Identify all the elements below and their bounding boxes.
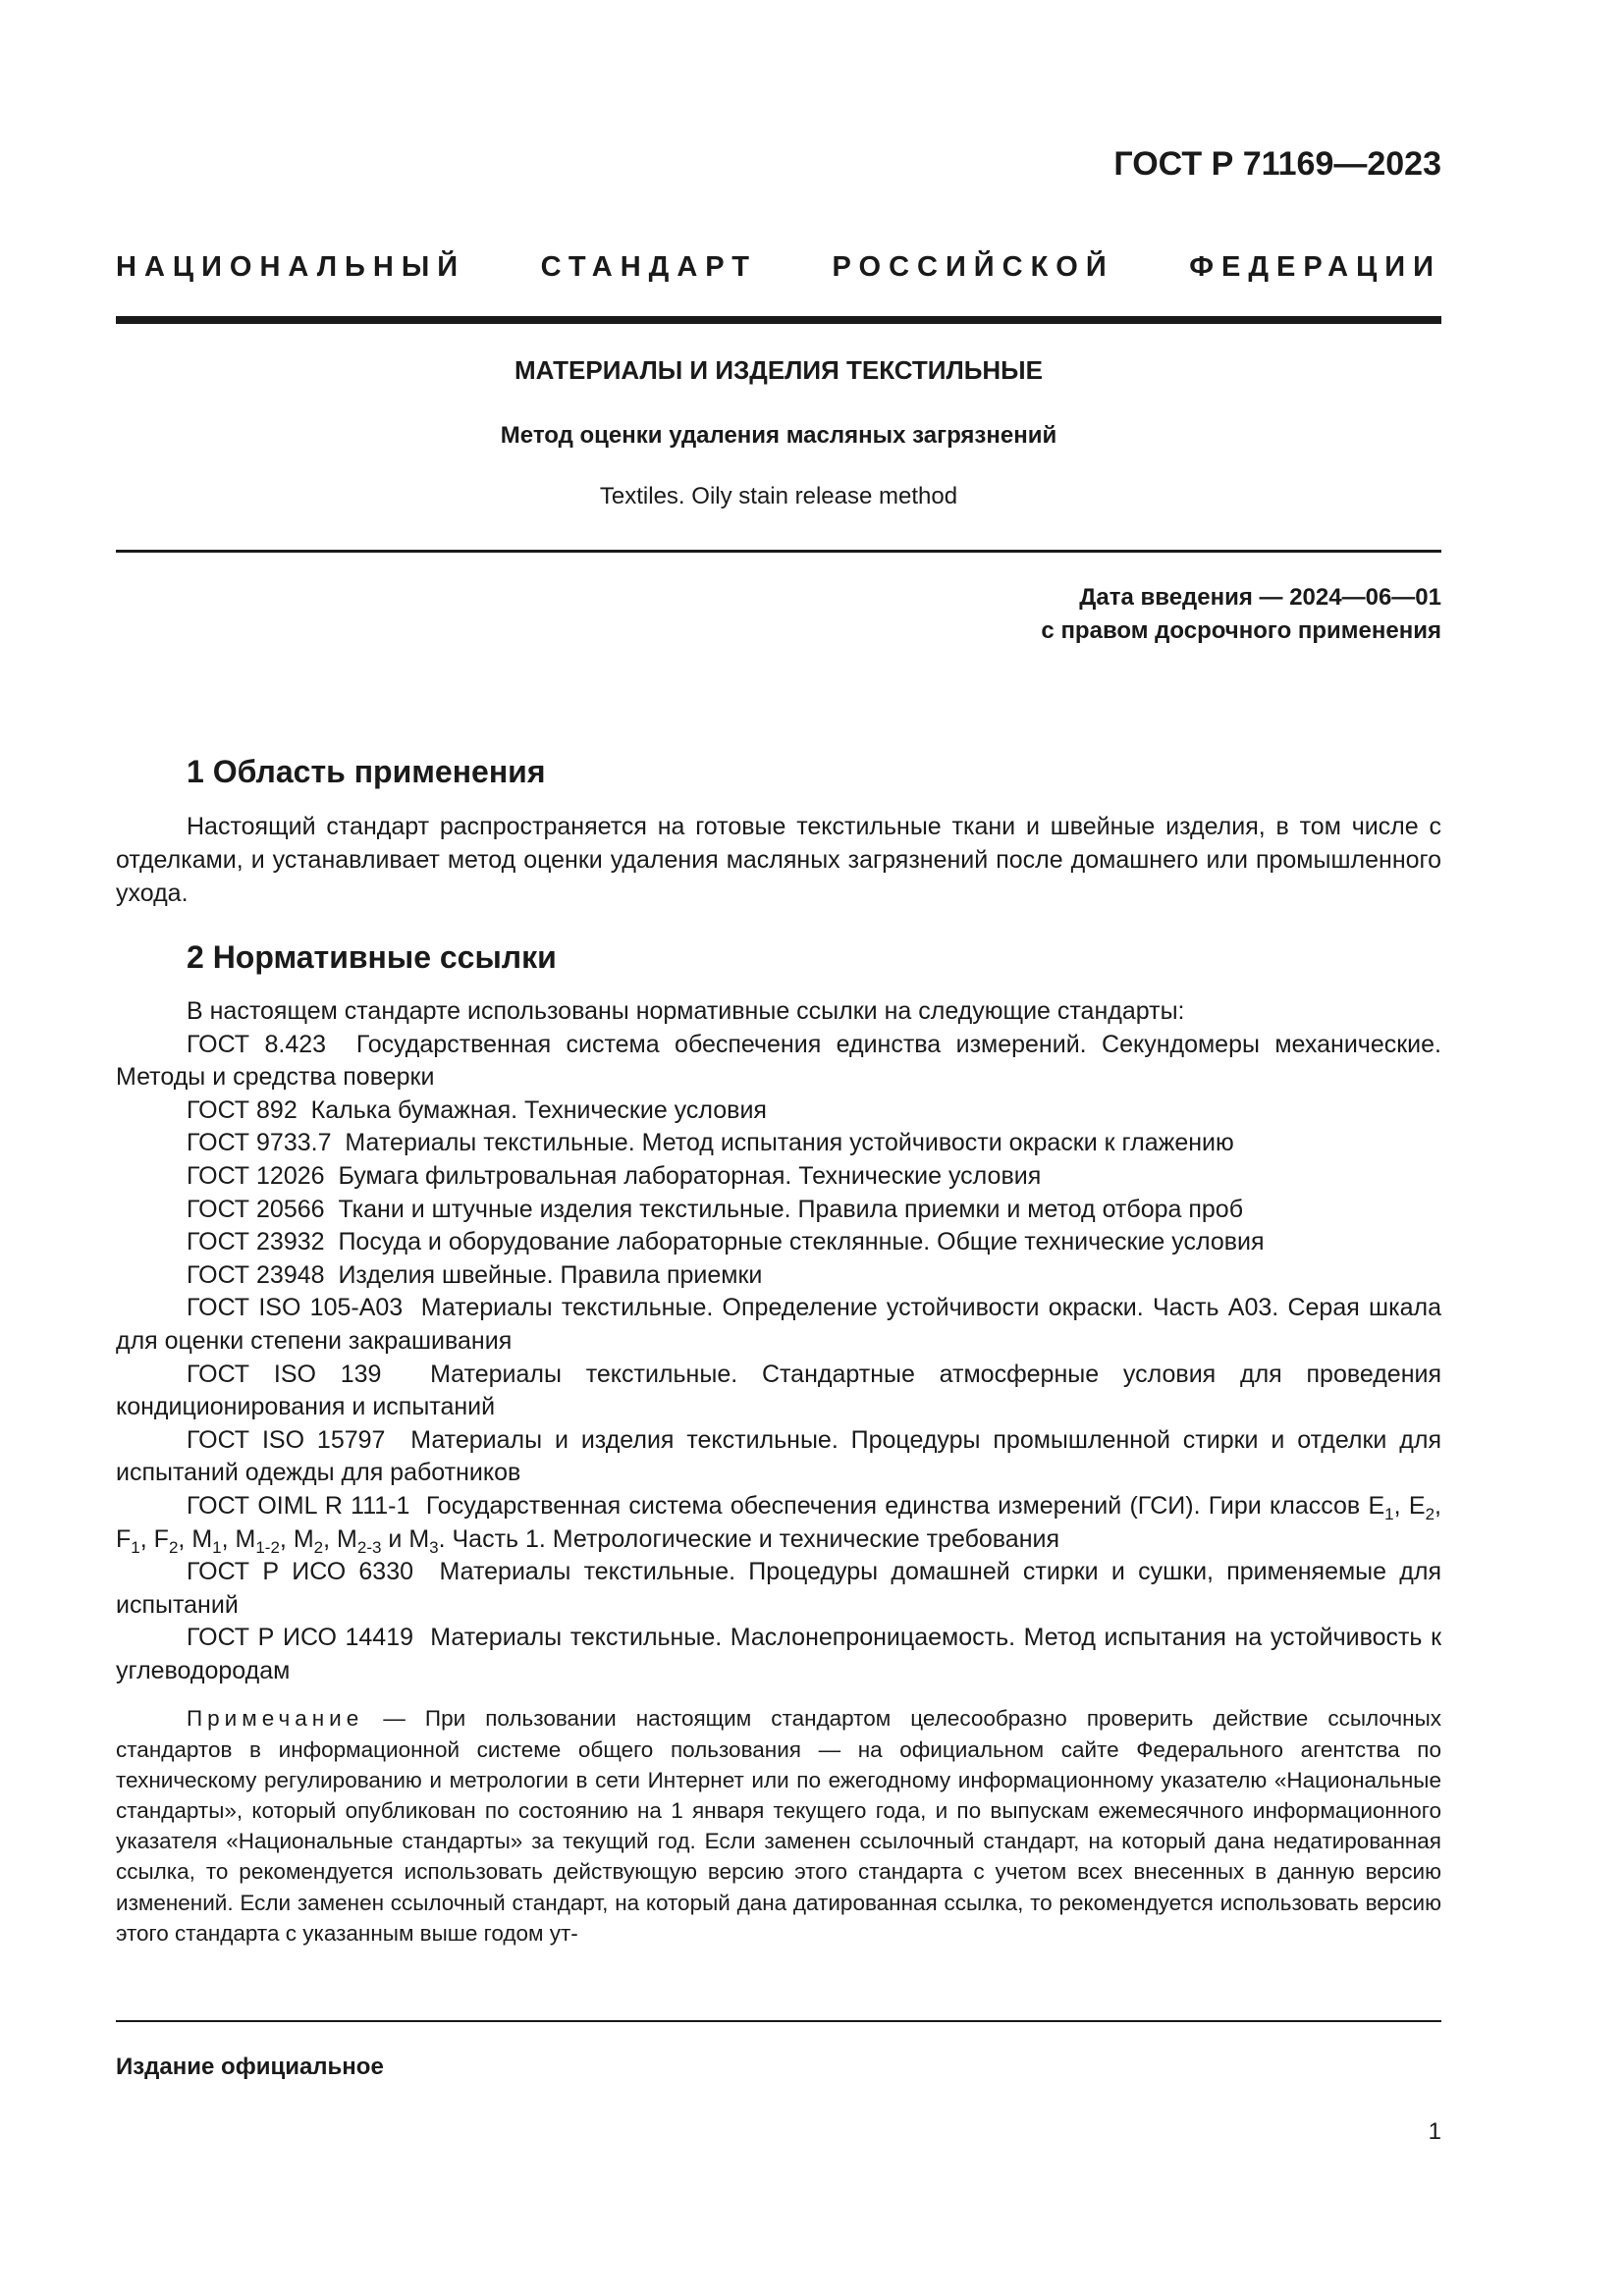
reference-code: ГОСТ Р ИСО 14419: [187, 1624, 414, 1652]
reference-title: Калька бумажная. Технические условия: [310, 1095, 767, 1124]
gost-number: ГОСТ Р 71169—2023: [1113, 145, 1441, 183]
weight-class: $M_{1-2}$: [235, 1524, 280, 1557]
reference-item-oiml: [116, 1490, 1441, 1556]
reference-title: Материалы текстильные. Определение устойчивости окраски. Часть А03. Серая шкала для оценки степени закрашивания: [116, 1294, 1441, 1355]
reference-title: Бумага фильтровальная лабораторная. Технические условия: [338, 1161, 1042, 1190]
reference-title-end: . Часть 1. Метрологические и технические требования: [438, 1524, 1060, 1553]
weight-class: $M_2$: [293, 1524, 324, 1557]
weight-classes-list: $E_1$, $E_2$, $F_1$, $F_2$, $M_1$, $M_{1-2}$, $M_2$, $M_{2-3}$ и $M_3$: [116, 1491, 1441, 1557]
references-note: [116, 1703, 1441, 1949]
reference-code: ГОСТ ISO 105-A03: [187, 1294, 404, 1322]
document-subtitle: Метод оценки удаления масляных загрязнений: [500, 422, 1057, 449]
reference-code: ГОСТ ISO 139: [187, 1360, 382, 1388]
early-application-note: с правом досрочного применения: [1041, 617, 1441, 644]
reference-code: ГОСТ Р ИСО 6330: [187, 1558, 414, 1586]
section-1-text: Настоящий стандарт распространяется на готовые текстильные ткани и швейные изделия, в том числе с отделками, и устанавливает метод оценки удаления масляных загрязнений после домашнего или промышленного ухода.: [116, 813, 1441, 907]
reference-code: ГОСТ ISO 15797: [187, 1425, 386, 1454]
national-standard-banner: НАЦИОНАЛЬНЫЙ СТАНДАРТ РОССИЙСКОЙ ФЕДЕРАЦИИ: [116, 251, 1441, 283]
reference-item: [116, 1292, 1441, 1358]
reference-title: Материалы текстильные. Стандартные атмосферные условия для проведения кондиционирования и испытаний: [116, 1360, 1441, 1421]
reference-title: Государственная система обеспечения единства измерений. Секундомеры механические. Методы и средства поверки: [116, 1030, 1441, 1092]
reference-title: Материалы текстильные. Маслонепроницаемость. Метод испытания на устойчивость к углеводородам: [116, 1624, 1442, 1684]
reference-item: [116, 1160, 1441, 1194]
reference-item: [116, 1259, 1441, 1293]
document-title-english: Textiles. Oily stain release method: [599, 483, 958, 509]
official-edition-label: Издание официальное: [116, 2054, 384, 2080]
reference-item: [116, 1029, 1441, 1095]
reference-item: [116, 1226, 1441, 1259]
reference-item: [116, 1194, 1441, 1227]
document-body: [116, 754, 1441, 1949]
reference-title: Материалы текстильные. Метод испытания устойчивости окраски к глажению: [345, 1129, 1234, 1157]
reference-code: ГОСТ 892: [187, 1095, 298, 1124]
reference-code: ГОСТ 8.423: [187, 1030, 327, 1058]
introduction-date: Дата введения — 2024—06—01: [1079, 584, 1441, 611]
reference-title: Материалы текстильные. Процедуры домашней стирки и сушки, применяемые для испытаний: [116, 1558, 1441, 1619]
header-thick-rule: [116, 316, 1441, 324]
weight-class: $M_1$: [191, 1524, 222, 1557]
reference-item: [116, 1127, 1441, 1160]
section-1-heading: 1 Область применения: [187, 754, 546, 789]
footer-rule: [116, 2020, 1441, 2022]
reference-title: Ткани и штучные изделия текстильные. Правила приемки и метод отбора проб: [338, 1195, 1244, 1223]
reference-title: Изделия швейные. Правила приемки: [338, 1260, 763, 1289]
reference-code: ГОСТ 23948: [187, 1260, 325, 1289]
section-2-heading: 2 Нормативные ссылки: [187, 939, 557, 975]
document-title: МАТЕРИАЛЫ И ИЗДЕЛИЯ ТЕКСТИЛЬНЫЕ: [514, 355, 1043, 385]
reference-item: [116, 1095, 1441, 1128]
introduction-date-block: [754, 581, 1441, 648]
reference-title: Государственная система обеспечения единства измерений (ГСИ). Гири классов: [425, 1491, 1361, 1520]
weight-class: $E_1$: [1368, 1491, 1394, 1523]
reference-code: ГОСТ 12026: [187, 1161, 325, 1190]
reference-code: ГОСТ 9733.7: [187, 1129, 332, 1157]
note-label: Примечание: [187, 1706, 364, 1732]
weight-class: $M_{2-3}$: [337, 1524, 382, 1557]
weight-class: $E_2$: [1408, 1491, 1435, 1523]
weight-class: $F_1$: [116, 1524, 140, 1557]
reference-item: [116, 1622, 1441, 1687]
title-thin-rule: [116, 550, 1441, 553]
reference-item: [116, 1359, 1441, 1424]
page-number: 1: [1428, 2118, 1441, 2145]
references-lead: В настоящем стандарте использованы нормативные ссылки на следующие стандарты:: [187, 997, 1185, 1025]
reference-code: ГОСТ 23932: [187, 1228, 325, 1256]
reference-title: Посуда и оборудование лабораторные стеклянные. Общие технические условия: [338, 1228, 1265, 1256]
weight-class: $F_2$: [153, 1524, 179, 1557]
reference-item: [116, 1556, 1441, 1622]
reference-title: Материалы и изделия текстильные. Процедуры промышленной стирки и отделки для испытаний одежды для работников: [116, 1425, 1441, 1487]
weight-class: $M_3$: [408, 1524, 439, 1557]
reference-item: [116, 1424, 1441, 1490]
note-text: — При пользовании настоящим стандартом целесообразно проверить действие ссылочных стандартов в информационной системе общего пользования — на официальном сайте Федерального агентства по техническому регулированию и метрологии в сети Интернет или по ежегодному информационному указателю «Национальные стандарты», который опубликован по состоянию на 1 января текущего года, и по выпускам ежемесячного информационного указателя «Национальные стандарты» за текущий год. Если заменен ссылочный стандарт, на который дана недатированная ссылка, то рекомендуется использовать действующую версию этого стандарта с учетом всех внесенных в данную версию изменений. Если заменен ссылочный стандарт, на который дана датированная ссылка, то рекомендуется использовать версию этого стандарта с указанным выше годом ут-: [116, 1706, 1441, 1946]
reference-code: ГОСТ 20566: [187, 1195, 325, 1223]
reference-code: ГОСТ OIML R 111-1: [187, 1491, 410, 1520]
